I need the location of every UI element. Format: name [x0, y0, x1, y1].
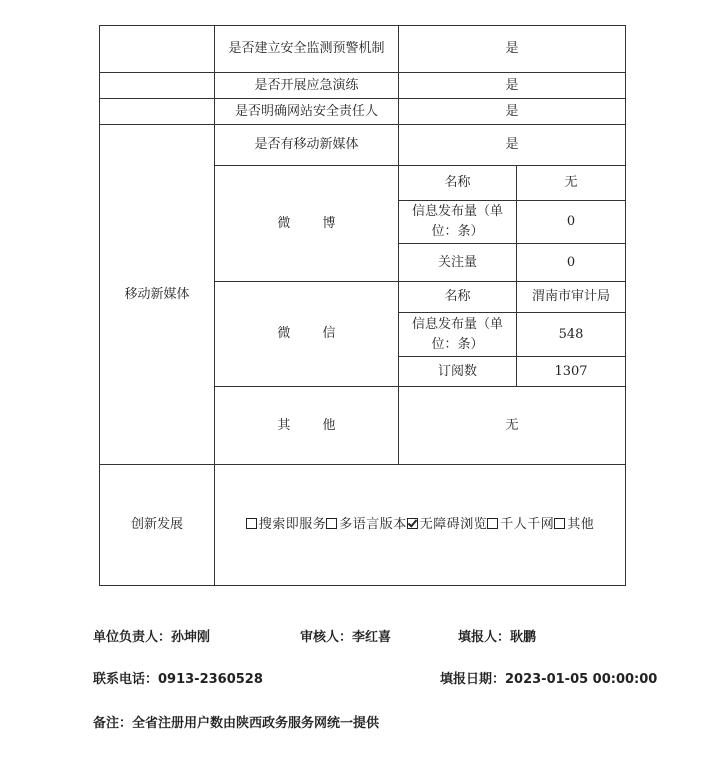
table-row — [100, 465, 626, 586]
checkbox-icon — [326, 518, 337, 529]
checkbox-icon — [246, 518, 257, 529]
wechat-posts-value: 548 — [517, 313, 626, 357]
weibo-follow-value: 0 — [517, 244, 626, 282]
has-media-label: 是否有移动新媒体 — [215, 125, 399, 166]
wechat-name-value: 渭南市审计局 — [517, 282, 626, 313]
wechat-label: 微 信 — [215, 282, 399, 387]
table-row — [100, 125, 626, 166]
reviewer: 审核人：李红喜 — [300, 630, 392, 645]
weibo-label: 微 博 — [215, 166, 399, 282]
option-label: 多语言版本 — [339, 517, 407, 532]
wechat-subs-label: 订阅数 — [399, 357, 517, 387]
has-media-value: 是 — [399, 125, 626, 166]
option-label: 无障碍浏览 — [419, 517, 488, 532]
report-table — [99, 25, 626, 586]
other-label: 其 他 — [215, 387, 399, 465]
row-label-cell — [100, 26, 215, 73]
innovation-label: 创新发展 — [100, 465, 215, 586]
remark: 备注：全省注册用户数由陕西政务服务网统一提供 — [93, 716, 380, 731]
weibo-posts-label: 信息发布量（单位：条） — [399, 201, 517, 244]
table-row — [100, 26, 626, 73]
option-personalized[interactable] — [487, 517, 554, 532]
option-label: 千人千网 — [500, 517, 555, 532]
option-search[interactable] — [246, 517, 327, 532]
filler: 填报人：耿鹏 — [458, 630, 537, 645]
media-section-label: 移动新媒体 — [100, 125, 215, 465]
drill-label: 是否开展应急演练 — [215, 73, 399, 99]
monitor-value: 是 — [399, 26, 626, 73]
checkbox-icon — [554, 518, 565, 529]
owner-label: 是否明确网站安全责任人 — [215, 99, 399, 125]
option-other[interactable] — [554, 517, 594, 532]
weibo-name-label: 名称 — [399, 166, 517, 201]
option-accessible[interactable] — [407, 517, 488, 532]
monitor-label: 是否建立安全监测预警机制 — [215, 26, 399, 73]
wechat-subs-value: 1307 — [517, 357, 626, 387]
table-row — [100, 73, 626, 99]
table-row — [100, 99, 626, 125]
contact-phone: 联系电话：0913-2360528 — [93, 672, 263, 687]
option-label: 其他 — [567, 517, 595, 532]
weibo-name-value: 无 — [517, 166, 626, 201]
weibo-posts-value: 0 — [517, 201, 626, 244]
drill-value: 是 — [399, 73, 626, 99]
option-label: 搜索即服务 — [258, 517, 327, 532]
wechat-posts-label: 信息发布量（单位：条） — [399, 313, 517, 357]
other-value: 无 — [399, 387, 626, 465]
innovation-options — [215, 465, 626, 586]
row-label-cell — [100, 73, 215, 99]
unit-head: 单位负责人：孙坤刚 — [93, 630, 211, 645]
fill-date: 填报日期：2023-01-05 00:00:00 — [440, 672, 658, 687]
checked-checkbox-icon — [407, 518, 418, 529]
wechat-name-label: 名称 — [399, 282, 517, 313]
owner-value: 是 — [399, 99, 626, 125]
weibo-follow-label: 关注量 — [399, 244, 517, 282]
checkbox-icon — [487, 518, 498, 529]
row-label-cell — [100, 99, 215, 125]
option-multilang[interactable] — [326, 517, 407, 532]
